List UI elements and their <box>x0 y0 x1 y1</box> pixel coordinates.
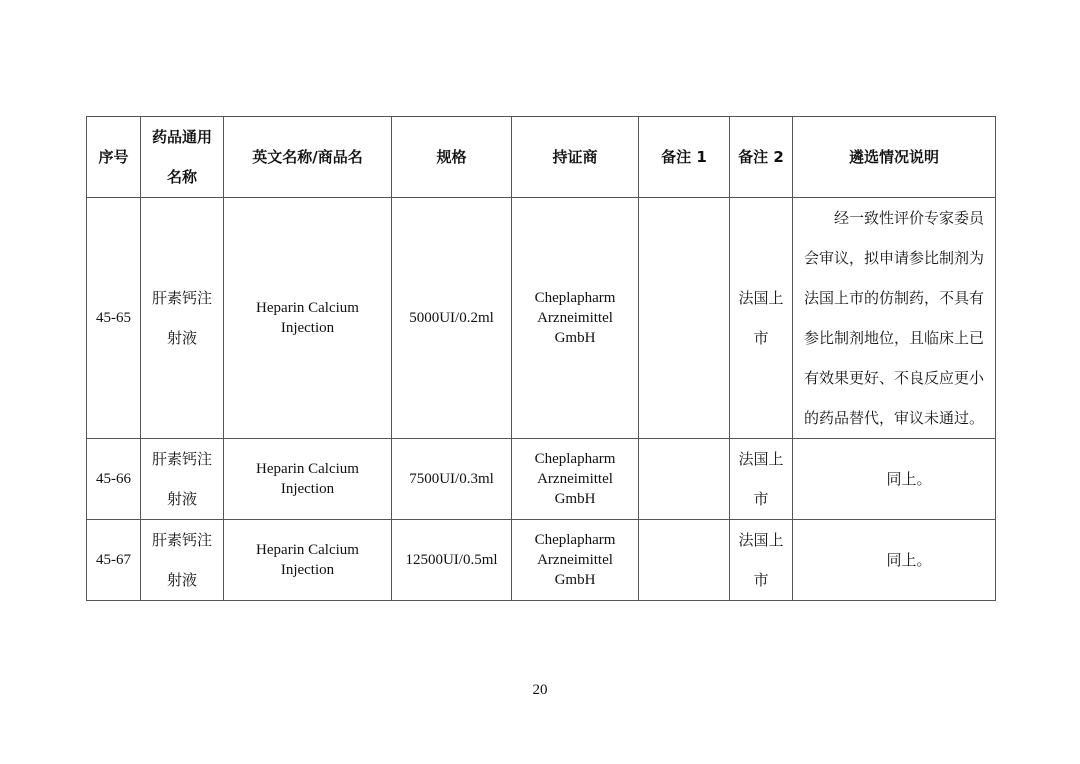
cell-generic-name <box>141 520 224 601</box>
cell-note1 <box>639 439 730 520</box>
header-note1: 备注 1 <box>639 117 730 198</box>
table-header-row <box>87 117 996 198</box>
drug-selection-table <box>86 116 996 601</box>
cell-holder <box>512 520 639 601</box>
note2-line2: 市 <box>753 571 769 589</box>
holder-line1: Cheplapharm <box>534 451 616 467</box>
header-explanation: 遴选情况说明 <box>793 117 996 198</box>
holder-line2: Arzneimittel <box>537 310 613 326</box>
holder-line1: Cheplapharm <box>534 532 616 548</box>
holder-line3: GmbH <box>554 491 596 507</box>
header-holder: 持证商 <box>512 117 639 198</box>
english-line2: Injection <box>280 481 335 497</box>
header-spec: 规格 <box>392 117 512 198</box>
cell-seq: 45-66 <box>87 439 141 520</box>
cell-note1 <box>639 520 730 601</box>
generic-line1: 肝素钙注 <box>151 450 212 468</box>
note2-line1: 法国上 <box>738 289 784 307</box>
generic-line2: 射液 <box>166 571 197 589</box>
generic-line1: 肝素钙注 <box>151 531 212 549</box>
explanation-line: 参比制剂地位，且临床上已 <box>803 329 984 347</box>
header-generic-line1: 药品通用 <box>151 128 212 146</box>
holder-line3: GmbH <box>554 572 596 588</box>
cell-holder <box>512 198 639 439</box>
cell-note2 <box>730 198 793 439</box>
english-line1: Heparin Calcium <box>256 461 359 477</box>
cell-english-name <box>224 439 392 520</box>
english-line2: Injection <box>280 320 335 336</box>
cell-generic-name <box>141 198 224 439</box>
english-line2: Injection <box>280 562 335 578</box>
cell-holder <box>512 439 639 520</box>
explanation-line: 法国上市的仿制药，不具有 <box>803 289 984 307</box>
note2-line2: 市 <box>753 490 769 508</box>
cell-english-name <box>224 198 392 439</box>
page-number: 20 <box>532 682 548 698</box>
table-row <box>87 198 996 439</box>
table-row <box>87 520 996 601</box>
english-line1: Heparin Calcium <box>256 542 359 558</box>
explanation-line: 会审议，拟申请参比制剂为 <box>803 249 984 267</box>
explanation-line: 的药品替代，审议未通过。 <box>803 409 984 427</box>
cell-spec: 5000UI/0.2ml <box>392 198 512 439</box>
cell-english-name <box>224 520 392 601</box>
header-note2: 备注 2 <box>730 117 793 198</box>
generic-line2: 射液 <box>166 490 197 508</box>
cell-spec: 7500UI/0.3ml <box>392 439 512 520</box>
holder-line2: Arzneimittel <box>537 471 613 487</box>
cell-note1 <box>639 198 730 439</box>
cell-explanation: 同上。 <box>793 439 996 520</box>
generic-line2: 射液 <box>166 329 197 347</box>
note2-line1: 法国上 <box>738 531 784 549</box>
holder-line1: Cheplapharm <box>534 290 616 306</box>
generic-line1: 肝素钙注 <box>151 289 212 307</box>
cell-note2 <box>730 520 793 601</box>
header-english-name: 英文名称/商品名 <box>224 117 392 198</box>
header-generic-line2: 名称 <box>166 168 197 186</box>
explanation-line: 有效果更好、不良反应更小 <box>803 369 984 387</box>
header-generic-name <box>141 117 224 198</box>
english-line1: Heparin Calcium <box>256 300 359 316</box>
holder-line3: GmbH <box>554 330 596 346</box>
cell-explanation <box>793 198 996 439</box>
cell-generic-name <box>141 439 224 520</box>
header-seq: 序号 <box>87 117 141 198</box>
cell-seq: 45-65 <box>87 198 141 439</box>
holder-line2: Arzneimittel <box>537 552 613 568</box>
table-row <box>87 439 996 520</box>
note2-line2: 市 <box>753 329 769 347</box>
cell-seq: 45-67 <box>87 520 141 601</box>
cell-spec: 12500UI/0.5ml <box>392 520 512 601</box>
cell-explanation: 同上。 <box>793 520 996 601</box>
cell-note2 <box>730 439 793 520</box>
explanation-line: 经一致性评价专家委员 <box>833 209 984 227</box>
note2-line1: 法国上 <box>738 450 784 468</box>
